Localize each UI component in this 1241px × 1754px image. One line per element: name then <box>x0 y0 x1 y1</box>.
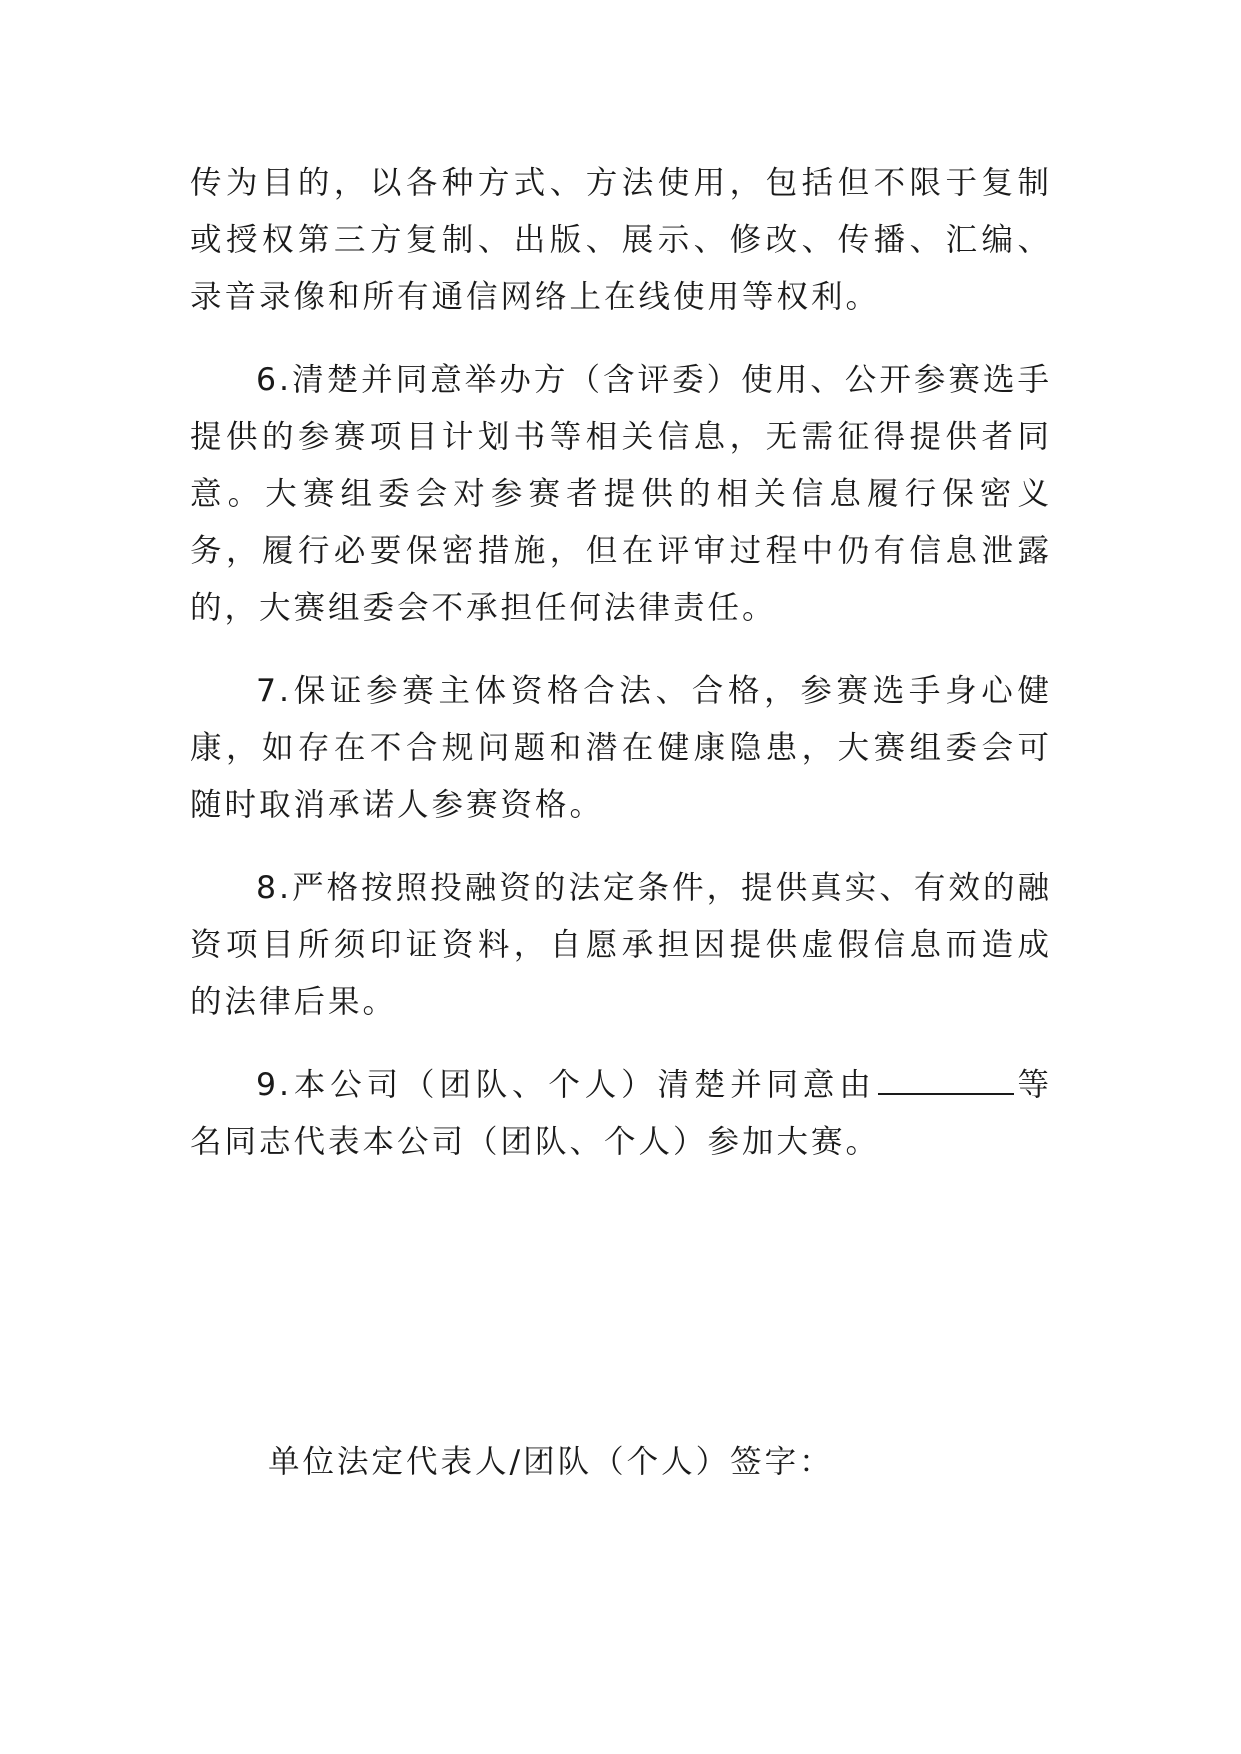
paragraph-9-lead-text: 9.本公司（团队、个人）清楚并同意由 <box>256 1067 876 1103</box>
paragraph-5-continuation: 传为目的，以各种方式、方法使用，包括但不限于复制或授权第三方复制、出版、展示、修改、传播、汇编、录音录像和所有通信网络上在线使用等权利。 <box>190 165 1052 315</box>
paragraph-9-tail-text: 等名同志代表本公司（团队、个人）参加大赛。 <box>190 1067 1052 1160</box>
paragraph-8: 8.严格按照投融资的法定条件，提供真实、有效的融资项目所须印证资料，自愿承担因提供虚假信息而造成的法律后果。 <box>190 870 1052 1020</box>
paragraph-7: 7.保证参赛主体资格合法、合格，参赛选手身心健康，如存在不合规问题和潜在健康隐患，大赛组委会可随时取消承诺人参赛资格。 <box>190 673 1052 823</box>
paragraph-6: 6.清楚并同意举办方（含评委）使用、公开参赛选手提供的参赛项目计划书等相关信息，无需征得提供者同意。大赛组委会对参赛者提供的相关信息履行保密义务，履行必要保密措施，但在评审过程中仍有信息泄露的，大赛组委会不承担任何法律责任。 <box>190 362 1052 626</box>
paragraph-9 <box>190 1057 1052 1171</box>
representative-name-blank <box>878 1063 1014 1095</box>
signature-label: 单位法定代表人/团队（个人）签字： <box>268 1444 834 1480</box>
document-body <box>190 155 1052 1197</box>
